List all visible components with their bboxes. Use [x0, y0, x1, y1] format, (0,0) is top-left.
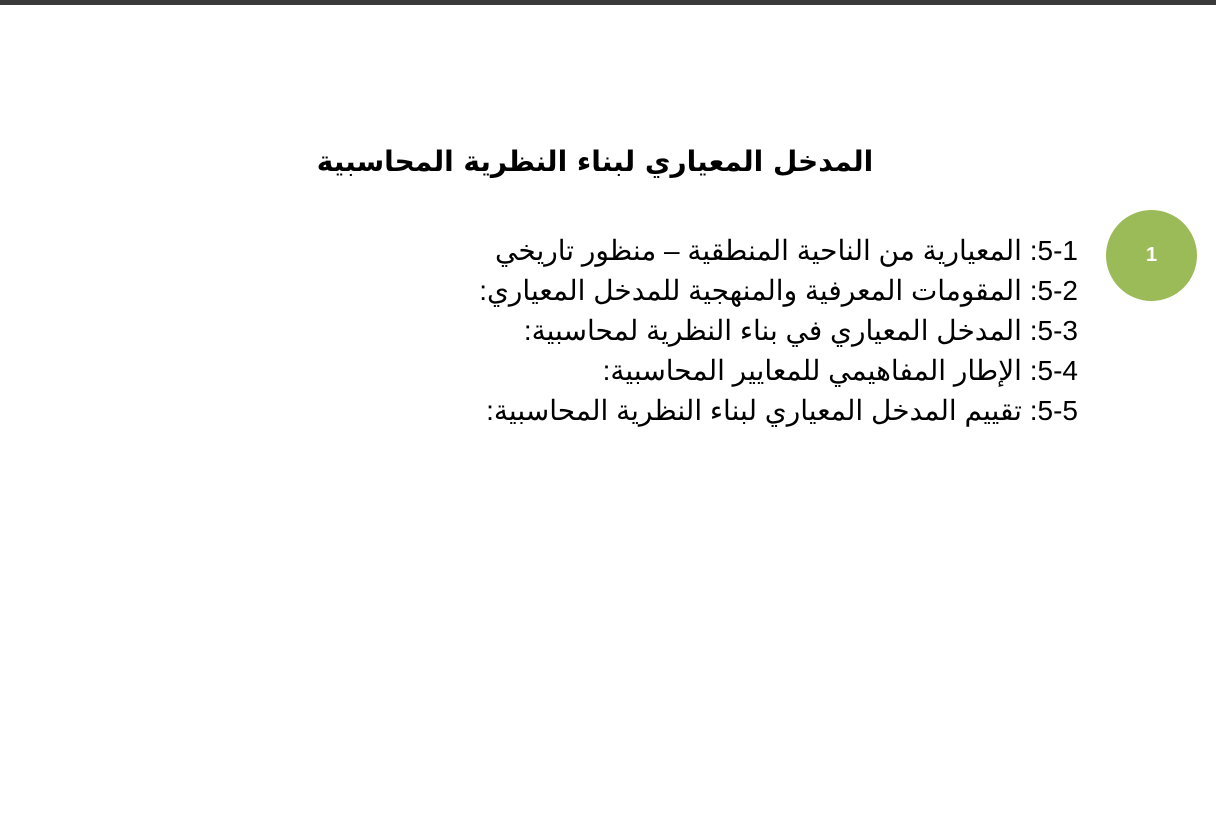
page-title: المدخل المعياري لبناء النظرية المحاسبية [316, 145, 874, 178]
section-number: 5-3 [1037, 315, 1078, 346]
section-item [438, 231, 1078, 271]
section-item [438, 351, 1078, 391]
section-text: تقييم المدخل المعياري لبناء النظرية المحاسبية: [486, 395, 1022, 426]
section-text: المعيارية من الناحية المنطقية – منظور تاريخي [495, 235, 1022, 266]
page-number: 1 [1145, 244, 1158, 266]
section-number: 5-5 [1037, 395, 1078, 426]
section-separator: : [1021, 315, 1038, 346]
section-separator: : [1021, 355, 1038, 386]
section-number: 5-4 [1037, 355, 1078, 386]
section-separator: : [1021, 395, 1038, 426]
section-separator: : [1021, 275, 1038, 306]
section-item [438, 271, 1078, 311]
section-text: المقومات المعرفية والمنهجية للمدخل المعياري: [479, 275, 1022, 306]
section-list [438, 231, 1078, 431]
section-number: 5-1 [1037, 235, 1078, 266]
section-text: المدخل المعياري في بناء النظرية لمحاسبية: [523, 315, 1022, 346]
section-separator: : [1021, 235, 1038, 266]
section-item [438, 391, 1078, 431]
page-number-badge [1106, 210, 1197, 301]
section-item [438, 311, 1078, 351]
top-border [0, 0, 1216, 5]
section-text: الإطار المفاهيمي للمعايير المحاسبية: [602, 355, 1022, 386]
section-number: 5-2 [1037, 275, 1078, 306]
